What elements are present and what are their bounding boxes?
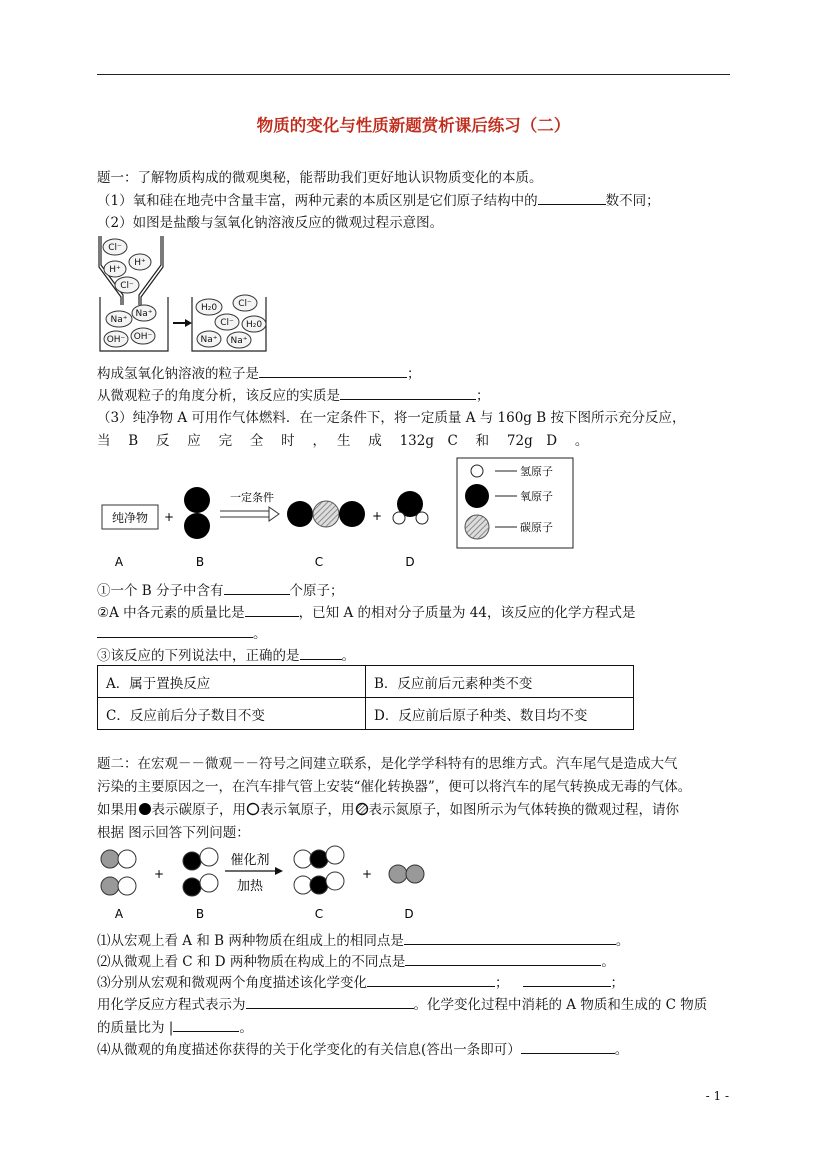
condition-label: 一定条件 [230, 491, 274, 504]
reaction-diagram [97, 455, 577, 573]
q1-c2-end: 。 [253, 626, 267, 642]
q1-c2-equation-blank [97, 624, 253, 638]
q2-sub1-blank [404, 931, 616, 945]
q1-c3-text: ③该反应的下列说法中，正确的是 [97, 648, 300, 664]
label-a: A [114, 555, 124, 569]
q1-sub1-text: 构成氢氧化钠溶液的粒子是 [97, 366, 259, 382]
ion-cl: Cl⁻ [220, 318, 234, 328]
oxygen-atom-icon [465, 484, 489, 508]
q2-line1: 题二：在宏观－－微观－－符号之间建立联系，是化学学科特有的思维方式。汽车尾气是造成大气 [97, 756, 678, 772]
q2-line3-c: 表示氧原子，用 [260, 802, 355, 818]
q1-c2 [97, 601, 635, 621]
q1-sub2-text: 从微观粒子的角度分析，该反应的实质是 [97, 388, 340, 404]
q2-sub2-text: ⑵从微观上看 C 和 D 两种物质在构成上的不同点是 [97, 954, 406, 970]
ion-h: H⁺ [134, 258, 146, 268]
q2-sub3-text: ⑶分别从宏观和微观两个角度描述该化学变化 [97, 975, 367, 991]
q2-sub3-end: ； [610, 975, 624, 991]
q1-c2-text2: ，已知 A 的相对分子质量为 44，该反应的化学方程式是 [298, 605, 636, 621]
ion-h: H⁺ [109, 265, 121, 275]
neutralization-diagram [97, 233, 297, 358]
q2-sub4 [97, 993, 707, 1013]
label-a: A [114, 907, 124, 921]
oxygen-atom-icon [294, 876, 312, 894]
q2-sub6 [97, 1038, 628, 1058]
nitrogen-atom-icon [355, 802, 369, 816]
catalytic-conversion-diagram [97, 843, 437, 923]
q1-c1-text: ①一个 B 分子中含有 [97, 583, 224, 599]
q2-sub1-end: 。 [615, 933, 630, 949]
option-d: D．反应前后原子种类、数目均不变 [366, 698, 634, 730]
q1-sub2-end: ； [476, 388, 490, 404]
q1-c1-end: 个原子； [289, 583, 344, 599]
q1-c3-end: 。 [341, 648, 355, 664]
q2-sub3-blank2 [523, 973, 611, 987]
oxygen-atom-icon [184, 513, 210, 539]
q2-sub6-text: ⑷从微观的角度描述你获得的关于化学变化的有关信息(答出一条即可） [97, 1042, 521, 1058]
ion-oh: OH⁻ [106, 335, 126, 345]
q2-sub3-blank1 [367, 973, 495, 987]
q2-sub5-blank [173, 1018, 239, 1032]
q1-part1-text: （1）氧和硅在地壳中含量丰富，两种元素的本质区别是它们原子结构中的 [97, 193, 538, 209]
q1-c3 [97, 644, 355, 664]
molecule-h2o: H₂0 [245, 320, 263, 330]
q2-sub1-text: ⑴从宏观上看 A 和 B 两种物质在组成上的相同点是 [97, 933, 404, 949]
q2-line3-b: 表示碳原子，用 [151, 802, 246, 818]
carbon-atom-icon [465, 515, 489, 539]
plus-sign: + [361, 867, 373, 881]
oxygen-atom-icon [118, 850, 136, 868]
q1-sub2 [97, 384, 490, 404]
q1-intro: 题一：了解物质构成的微观奥秘，能帮助我们更好地认识物质变化的本质。 [97, 170, 543, 186]
oxygen-atom-icon [339, 501, 365, 527]
oxygen-atom-icon [294, 850, 312, 868]
q1-c2-equation [97, 622, 267, 642]
ion-cl: Cl⁻ [108, 243, 122, 253]
table-row [98, 698, 634, 730]
q2-sub3-sep: ； [495, 975, 509, 991]
q1-sub2-blank [340, 386, 476, 400]
q2-line3-a: 如果用 [97, 802, 138, 818]
q1-c2-text: ②A 中各元素的质量比是 [97, 605, 245, 621]
q1-c2-blank [245, 603, 299, 617]
option-b: B．反应前后元素种类不变 [366, 666, 634, 698]
oxygen-atom-icon [326, 846, 344, 864]
ion-cl: Cl⁻ [120, 281, 134, 291]
carbon-atom-icon [183, 878, 201, 896]
nitrogen-atom-icon [406, 865, 424, 883]
carbon-atom-icon [313, 501, 339, 527]
hydrogen-atom-icon [393, 512, 405, 524]
hydrogen-atom-icon [471, 465, 483, 477]
q1-part2: （2）如图是盐酸与氢氧化钠溶液反应的微观过程示意图。 [97, 215, 444, 231]
q1-c3-blank [300, 646, 342, 660]
q2-sub4-text: 用化学反应方程式表示为 [97, 997, 246, 1013]
substance-a-label: 纯净物 [111, 511, 149, 525]
arrow-head-icon [275, 867, 283, 875]
catalyst-label: 催化剂 [230, 853, 270, 868]
options-table [97, 665, 634, 730]
heating-label: 加热 [236, 879, 264, 894]
q1-c1-blank [224, 581, 290, 595]
ion-na: Na⁺ [135, 309, 153, 319]
q2-sub5-end: 。 [239, 1020, 253, 1036]
q2-sub4-text2: 。化学变化过程中消耗的 A 物质和生成的 C 物质 [413, 997, 708, 1013]
q2-line3-d: 表示氮原子，如图所示为气体转换的微观过程，请你 [368, 802, 679, 818]
q2-line4: 根据 图示回答下列问题： [97, 825, 250, 841]
q1-part1 [97, 189, 660, 209]
label-c: C [314, 555, 324, 569]
table-row [98, 666, 634, 698]
ion-na: Na⁺ [200, 335, 218, 345]
ion-cl: Cl⁻ [238, 299, 252, 309]
label-c: C [314, 907, 324, 921]
q1-sub1-blank [259, 364, 407, 378]
page-title: 物质的变化与性质新题赏析课后练习（二） [256, 116, 571, 135]
legend-oxygen: 氧原子 [520, 490, 553, 503]
nitrogen-atom-icon [389, 865, 407, 883]
q2-sub2-end: 。 [601, 954, 615, 970]
q1-part3-line2: 当 B 反 应 完 全 时 ， 生 成 132g C 和 72g D 。 [97, 433, 589, 449]
q2-sub1 [97, 929, 629, 949]
label-d: D [404, 907, 414, 921]
oxygen-atom-icon [184, 487, 210, 513]
page-number: - 1 - [705, 1089, 729, 1103]
oxygen-atom-icon [200, 848, 218, 866]
q1-sub1 [97, 362, 421, 382]
q1-part3-line1: （3）纯净物 A 可用作气体燃料．在一定条件下，将一定质量 A 与 160g B 按下图所示充分反应， [97, 410, 686, 426]
carbon-atom-icon [310, 850, 328, 868]
nitrogen-atom-icon [101, 877, 119, 895]
q2-sub5 [97, 1016, 253, 1036]
oxygen-atom-icon [326, 872, 344, 890]
q2-sub6-blank [521, 1040, 615, 1054]
q2-line2: 污染的主要原因之一，在汽车排气管上安装“催化转换器”，便可以将汽车的尾气转换成无毒的气体。 [97, 779, 692, 795]
header-rule [97, 74, 730, 75]
q2-sub2 [97, 950, 615, 970]
q1-part1-end: 数不同； [605, 193, 660, 209]
oxygen-atom-icon [287, 501, 313, 527]
carbon-atom-icon [183, 852, 201, 870]
label-d: D [405, 555, 415, 569]
plus-sign: + [153, 867, 165, 881]
q2-sub6-end: 。 [614, 1042, 629, 1058]
q2-sub4-blank [246, 995, 414, 1009]
q2-sub3 [97, 971, 624, 991]
condition-arrow-icon [220, 507, 279, 521]
q2-line3 [97, 798, 679, 818]
legend-carbon: 碳原子 [520, 521, 553, 534]
q2-sub2-blank [405, 952, 601, 966]
q1-c1 [97, 579, 344, 599]
q2-sub5-text: 的质量比为 | [97, 1020, 174, 1036]
ion-na: Na⁺ [110, 315, 128, 325]
ion-oh: OH⁻ [133, 332, 153, 342]
oxygen-atom-icon [200, 874, 218, 892]
ion-na: Na⁺ [230, 336, 248, 346]
plus-sign: + [163, 510, 175, 524]
oxygen-atom-icon [246, 802, 260, 816]
nitrogen-atom-icon [101, 850, 119, 868]
carbon-atom-icon [138, 802, 152, 816]
q1-sub1-end: ； [407, 366, 421, 382]
plus-sign: + [371, 509, 383, 523]
label-b: B [195, 555, 205, 569]
reaction-arrow-icon [173, 319, 192, 327]
molecule-h2o: H₂0 [200, 303, 218, 313]
hydrogen-atom-icon [416, 512, 428, 524]
legend-hydrogen: 氢原子 [520, 465, 553, 478]
q1-part1-blank [538, 191, 606, 205]
option-c: C．反应前后分子数目不变 [98, 698, 366, 730]
label-b: B [195, 907, 205, 921]
carbon-atom-icon [310, 876, 328, 894]
oxygen-atom-icon [118, 877, 136, 895]
option-a: A．属于置换反应 [98, 666, 366, 698]
